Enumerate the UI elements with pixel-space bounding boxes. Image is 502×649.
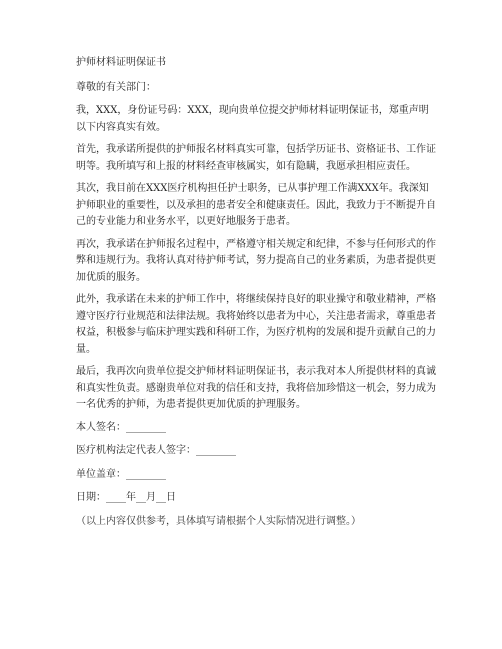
document-title: 护师材料证明保证书 bbox=[76, 57, 166, 68]
paragraph-third: 再次，我承诺在护师报名过程中，严格遵守相关规定和纪律，不参与任何形式的作弊和违规行为。我将认真对待护师考试，努力提高自己的业务素质，为患者提供更加优质的服务。 bbox=[76, 238, 436, 283]
paragraph-first: 首先，我承诺所提供的护师报名材料真实可靠，包括学历证书、资格证书、工作证明等。我所填写和上报的材料经查审核属实，如有隐瞒，我愿承担相应责任。 bbox=[76, 144, 436, 172]
paragraph-declaration: 我，XXX，身份证号码：XXX，现向贵单位提交护师材料证明保证书，郑重声明以下内容真实有效。 bbox=[76, 105, 429, 133]
unit-seal-line: 单位盖章：________ bbox=[76, 468, 166, 480]
reference-note: （以上内容仅供参考，具体填写请根据个人实际情况进行调整。） bbox=[76, 515, 361, 527]
paragraph-fourth: 此外，我承诺在未来的护师工作中，将继续保持良好的职业操守和敬业精神，严格遵守医疗行业规范和法律法规。我将始终以患者为中心，关注患者需求，尊重患者权益，积极参与临床护理实践和科研工作，为医疗机构的发展和提升贡献自己的力量。 bbox=[76, 294, 436, 355]
signature-line: 本人签名：________ bbox=[76, 421, 166, 433]
document-body bbox=[76, 55, 436, 530]
legal-representative-line: 医疗机构法定代表人签字：________ bbox=[76, 445, 236, 456]
date-line: 日期：____年__月__日 bbox=[76, 492, 176, 503]
paragraph-final: 最后，我再次向贵单位提交护师材料证明保证书，表示我对本人所提供材料的真诚和真实性负责。感谢贵单位对我的信任和支持，我将倍加珍惜这一机会，努力成为一名优秀的护师，为患者提供更加优质的护理服务。 bbox=[76, 366, 436, 410]
paragraph-second: 其次，我目前在XXX医疗机构担任护士职务，已从事护理工作满XXX年。我深知护师职业的重要性，以及承担的患者安全和健康责任。因此，我致力于不断提升自己的专业能力和业务水平，以更好地服务于患者。 bbox=[76, 183, 436, 227]
greeting: 尊敬的有关部门： bbox=[76, 81, 156, 93]
